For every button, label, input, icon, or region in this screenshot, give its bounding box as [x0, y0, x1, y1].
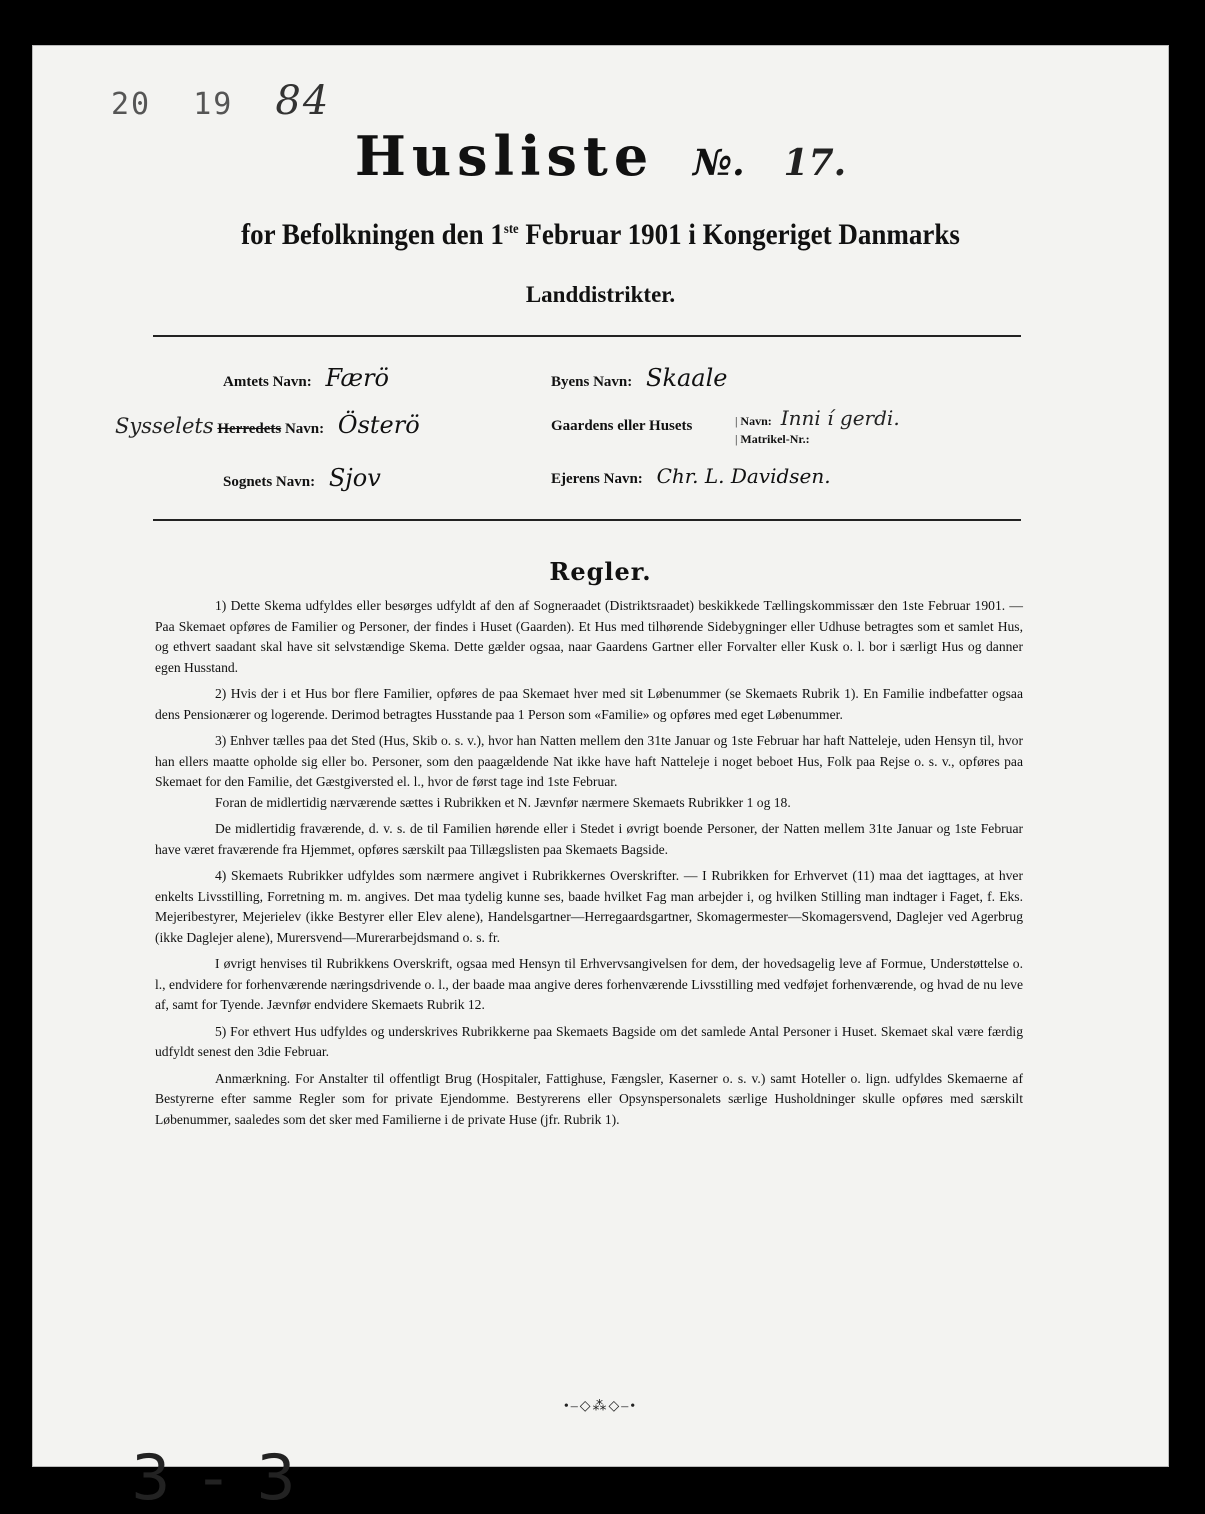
divider-top	[153, 335, 1021, 337]
rule-paragraph: 1) Dette Skema udfyldes eller besørges udfyldt af den af Sogneraadet (Distriktsraadet) beskikkede Tællingskommissær den 1ste Februar 1901. — Paa Skemaet opføres de Familier og Personer, der findes i Huset (Gaarden). Et Hus med tilhørende Sidebygninger eller Udhuse betragtes som et samlet Hus, og ethvert saadant skal have sit selvstændige Skema. Dette gælder ogsaa, naar Gaardens Gartner eller Forvalter eller Kusk o. l. bor i særligt Hus og danner egen Husstand.	[155, 598, 1023, 675]
subtitle-pre: for Befolkningen den 1	[241, 218, 504, 251]
gaard-label: Gaardens eller Husets	[551, 418, 693, 434]
archive-stamp	[111, 78, 352, 124]
rule-paragraph: 4) Skemaets Rubrikker udfyldes som nærmere angivet i Rubrikkernes Overskrifter. — I Rubrikken for Erhvervet (11) maa det iagttages, at hver enkelts Livsstilling, Forretning m. m. angives. Det maa tydelig kunne ses, baade hvilket Fag man arbejder i, og hvilken Stilling man indtager i Faget, f. Eks. Mejeribestyrer, Mejerielev (ikke Bestyrer eller Elev alene), Handelsgartner—Herregaardsgartner, Skomagermester—Skomagersvend, Daglejer ved Agerbrug (ikke Daglejer alene), Murersvend—Murerarbejdsmand o. s. fr.	[155, 868, 1023, 945]
subtitle	[90, 218, 1112, 252]
herred-label: Navn:	[284, 421, 325, 437]
matrikel-label: Matrikel-Nr.:	[740, 432, 810, 446]
amt-field	[223, 364, 389, 392]
sogn-label: Sognets Navn:	[223, 474, 316, 490]
by-label: Byens Navn:	[551, 374, 633, 390]
rules-body	[155, 596, 1023, 1136]
matrikel-line: | Matrikel-Nr.:	[735, 432, 810, 446]
title-text: Husliste	[354, 124, 655, 188]
herredets-struck: Herredets	[217, 421, 282, 437]
gaard-field	[551, 418, 692, 435]
handwritten-folio-number: 84	[275, 78, 331, 124]
by-value: Skaale	[646, 364, 728, 392]
list-number: 17.	[783, 142, 847, 184]
rule-paragraph: 5) For ethvert Hus udfyldes og underskrives Rubrikkerne paa Skemaets Bagside om det samlede Antal Personer i Huset. Skemaet skal være færdig udfyldt senest den 3die Februar.	[155, 1023, 1023, 1059]
rule-paragraph: Foran de midlertidig nærværende sættes i Rubrikken et N. Jævnfør nærmere Skemaets Rubrikker 1 og 18.	[215, 794, 791, 810]
number-mark: №.	[693, 142, 745, 184]
stamp-number-2: 19	[193, 87, 234, 122]
divider-bottom	[153, 519, 1021, 521]
census-form-page	[32, 45, 1169, 1514]
stamp-number-1: 20	[111, 87, 152, 122]
rules-heading: Regler.	[549, 557, 652, 586]
decorative-ornament: •–◇⁂◇–•	[563, 1399, 638, 1414]
sysselets-handwritten: Sysselets	[115, 414, 214, 438]
subtitle-sup: ste	[503, 222, 519, 237]
rule-paragraph: I øvrigt henvises til Rubrikkens Overskrift, ogsaa med Hensyn til Erhvervsangivelsen for dem, der hovedsagelig leve af Formue, Understøttelse o. l., endvidere for forhenværende næringsdrivende o. l., der baade maa angive deres forhenværende Livsstilling med vedføjet forhenværende, og hvad de nu leve af, samt for Tyende. Jævnfør endvidere Skemaets Rubrik 12.	[155, 956, 1023, 1012]
handwritten-bottom-note: 3 - 3	[131, 1441, 302, 1514]
district-heading: Landdistrikter.	[525, 282, 676, 307]
amt-value: Færö	[325, 364, 389, 392]
herred-field	[115, 411, 420, 439]
amt-label: Amtets Navn:	[223, 374, 312, 390]
by-field	[551, 364, 728, 392]
sogn-value: Sjov	[328, 464, 381, 492]
rule-paragraph: 2) Hvis der i et Hus bor flere Familier, opføres de paa Skemaet hver med sit Løbenummer (se Skemaets Rubrik 1). En Familie indbefatter ogsaa dens Pensionærer og logerende. Derimod betragtes Husstande paa 1 Person som «Familie» og opføres med eget Løbenummer.	[155, 686, 1023, 722]
rule-paragraph: 3) Enhver tælles paa det Sted (Hus, Skib o. s. v.), hvor han Natten mellem den 31te Januar og 1ste Februar har haft Natteleje, uden Hensyn til, hvor han ellers maatte opholde sig eller bo. Personer, som den paagældende Nat ikke have haft Natteleje i noget beboet Hus, Folk paa Rejse o. s. v., opføres paa Skemaet for den Familie, det Gæstgiversted el. l., hvor de først tage ind 1ste Februar.	[155, 733, 1023, 789]
herred-value: Österö	[337, 411, 420, 439]
page-title	[33, 124, 1168, 188]
ejer-field	[551, 464, 831, 488]
sogn-field	[223, 464, 381, 492]
gaard-navn-label: Navn:	[740, 414, 772, 428]
rule-paragraph: De midlertidig fraværende, d. v. s. de til Familien hørende eller i Stedet i øvrigt boende Personer, der Natten mellem 31te Januar og 1ste Februar have været fraværende fra Hjemmet, opføres særskilt paa Tillægslisten paa Skemaets Bagside.	[155, 821, 1023, 857]
ejer-label: Ejerens Navn:	[551, 471, 643, 487]
ejer-value: Chr. L. Davidsen.	[656, 464, 831, 488]
gaard-navn-value: Inni í gerdi.	[780, 406, 900, 430]
gaard-navn-line: | Navn: Inni í gerdi.	[735, 406, 900, 430]
annotation-paragraph: Anmærkning. For Anstalter til offentligt Brug (Hospitaler, Fattighuse, Fængsler, Kaserner o. s. v.) samt Hoteller o. lign. udfyldes Skemaerne af Bestyrerne efter samme Regler som for private Ejendomme. Bestyrerens eller Opsynspersonalets særlige Husholdninger skulle opføres med særskilt Løbenummer, saaledes som det sker med Familierne i de private Huse (jfr. Rubrik 1).	[155, 1070, 1023, 1127]
subtitle-post: Februar 1901 i Kongeriget Danmarks	[518, 218, 960, 251]
